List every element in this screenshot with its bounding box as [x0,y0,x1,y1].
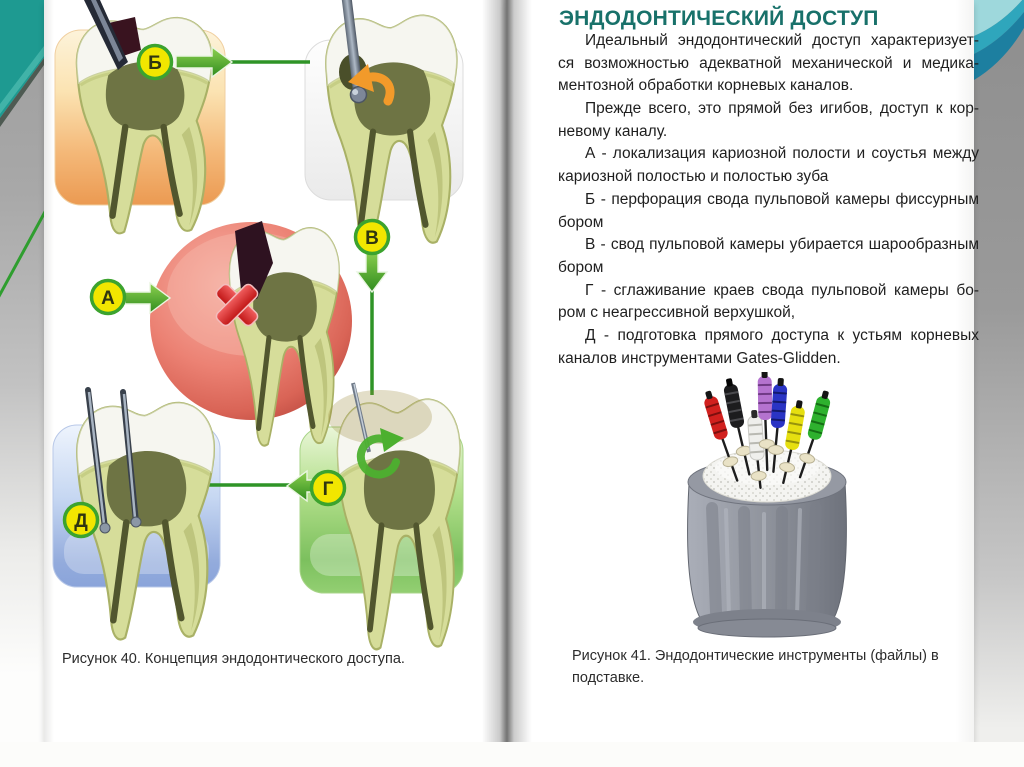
label-a: А [101,288,115,309]
figure-41-caption [572,645,972,689]
figure-41-image [660,372,900,644]
body-line: невому каналу. [558,122,668,140]
body-line: ром с неагрессивной верхушкой, [558,304,796,322]
figure-40-caption: Рисунок 40. Концепция эндодонтического доступа. [62,651,405,667]
body-line: Б - перфорация свода пульповой камеры фиссурным [585,190,979,208]
page-title: ЭНДОДОНТИЧЕСКИЙ ДОСТУП [559,7,879,30]
body-line: бором [558,258,604,276]
body-text [558,32,979,372]
body-line: бором [558,213,604,231]
body-line: ментозной обработки корневых каналов. [558,77,854,95]
green-accent-line [0,210,46,298]
label-g: Г [322,479,334,500]
tooth-step-v [326,16,456,246]
book-page-right [506,0,979,742]
label-v: В [365,228,379,249]
body-line: каналов инструментами Gates-Glidden. [558,349,841,367]
body-line: Д - подготовка прямого доступа к устьям корневых [585,326,979,344]
figure-41-caption-line2: подставке. [572,670,645,686]
book-page-left [44,0,506,742]
arrow-down-v [357,250,387,292]
label-b: Б [148,53,162,74]
body-line: А - локализация кариозной полости и соустья между [585,145,979,163]
body-line: В - свод пульповой камеры убирается шарообразным [585,236,979,254]
teal-stripes-decoration [974,0,1024,150]
body-line: Г - сглаживание краев свода пульповой камеры бо- [585,281,979,299]
book-gutter [482,0,532,742]
slide-bottom-margin [0,742,1024,767]
body-line: Прежде всего, это прямой без игибов, доступ к кор- [585,100,979,118]
figure-41-caption-line1: Рисунок 41. Эндодонтические инструменты (файлы) в [572,648,939,664]
body-line: ся возможностью адекватной механической и медика- [558,54,979,72]
body-line: кариозной полостью и полостью зуба [558,168,829,186]
body-line: Идеальный эндодонтический доступ характеризует- [585,32,979,49]
figure-40-diagram [44,0,506,662]
instrument-stand-cup [688,450,847,637]
label-d: Д [74,511,88,532]
